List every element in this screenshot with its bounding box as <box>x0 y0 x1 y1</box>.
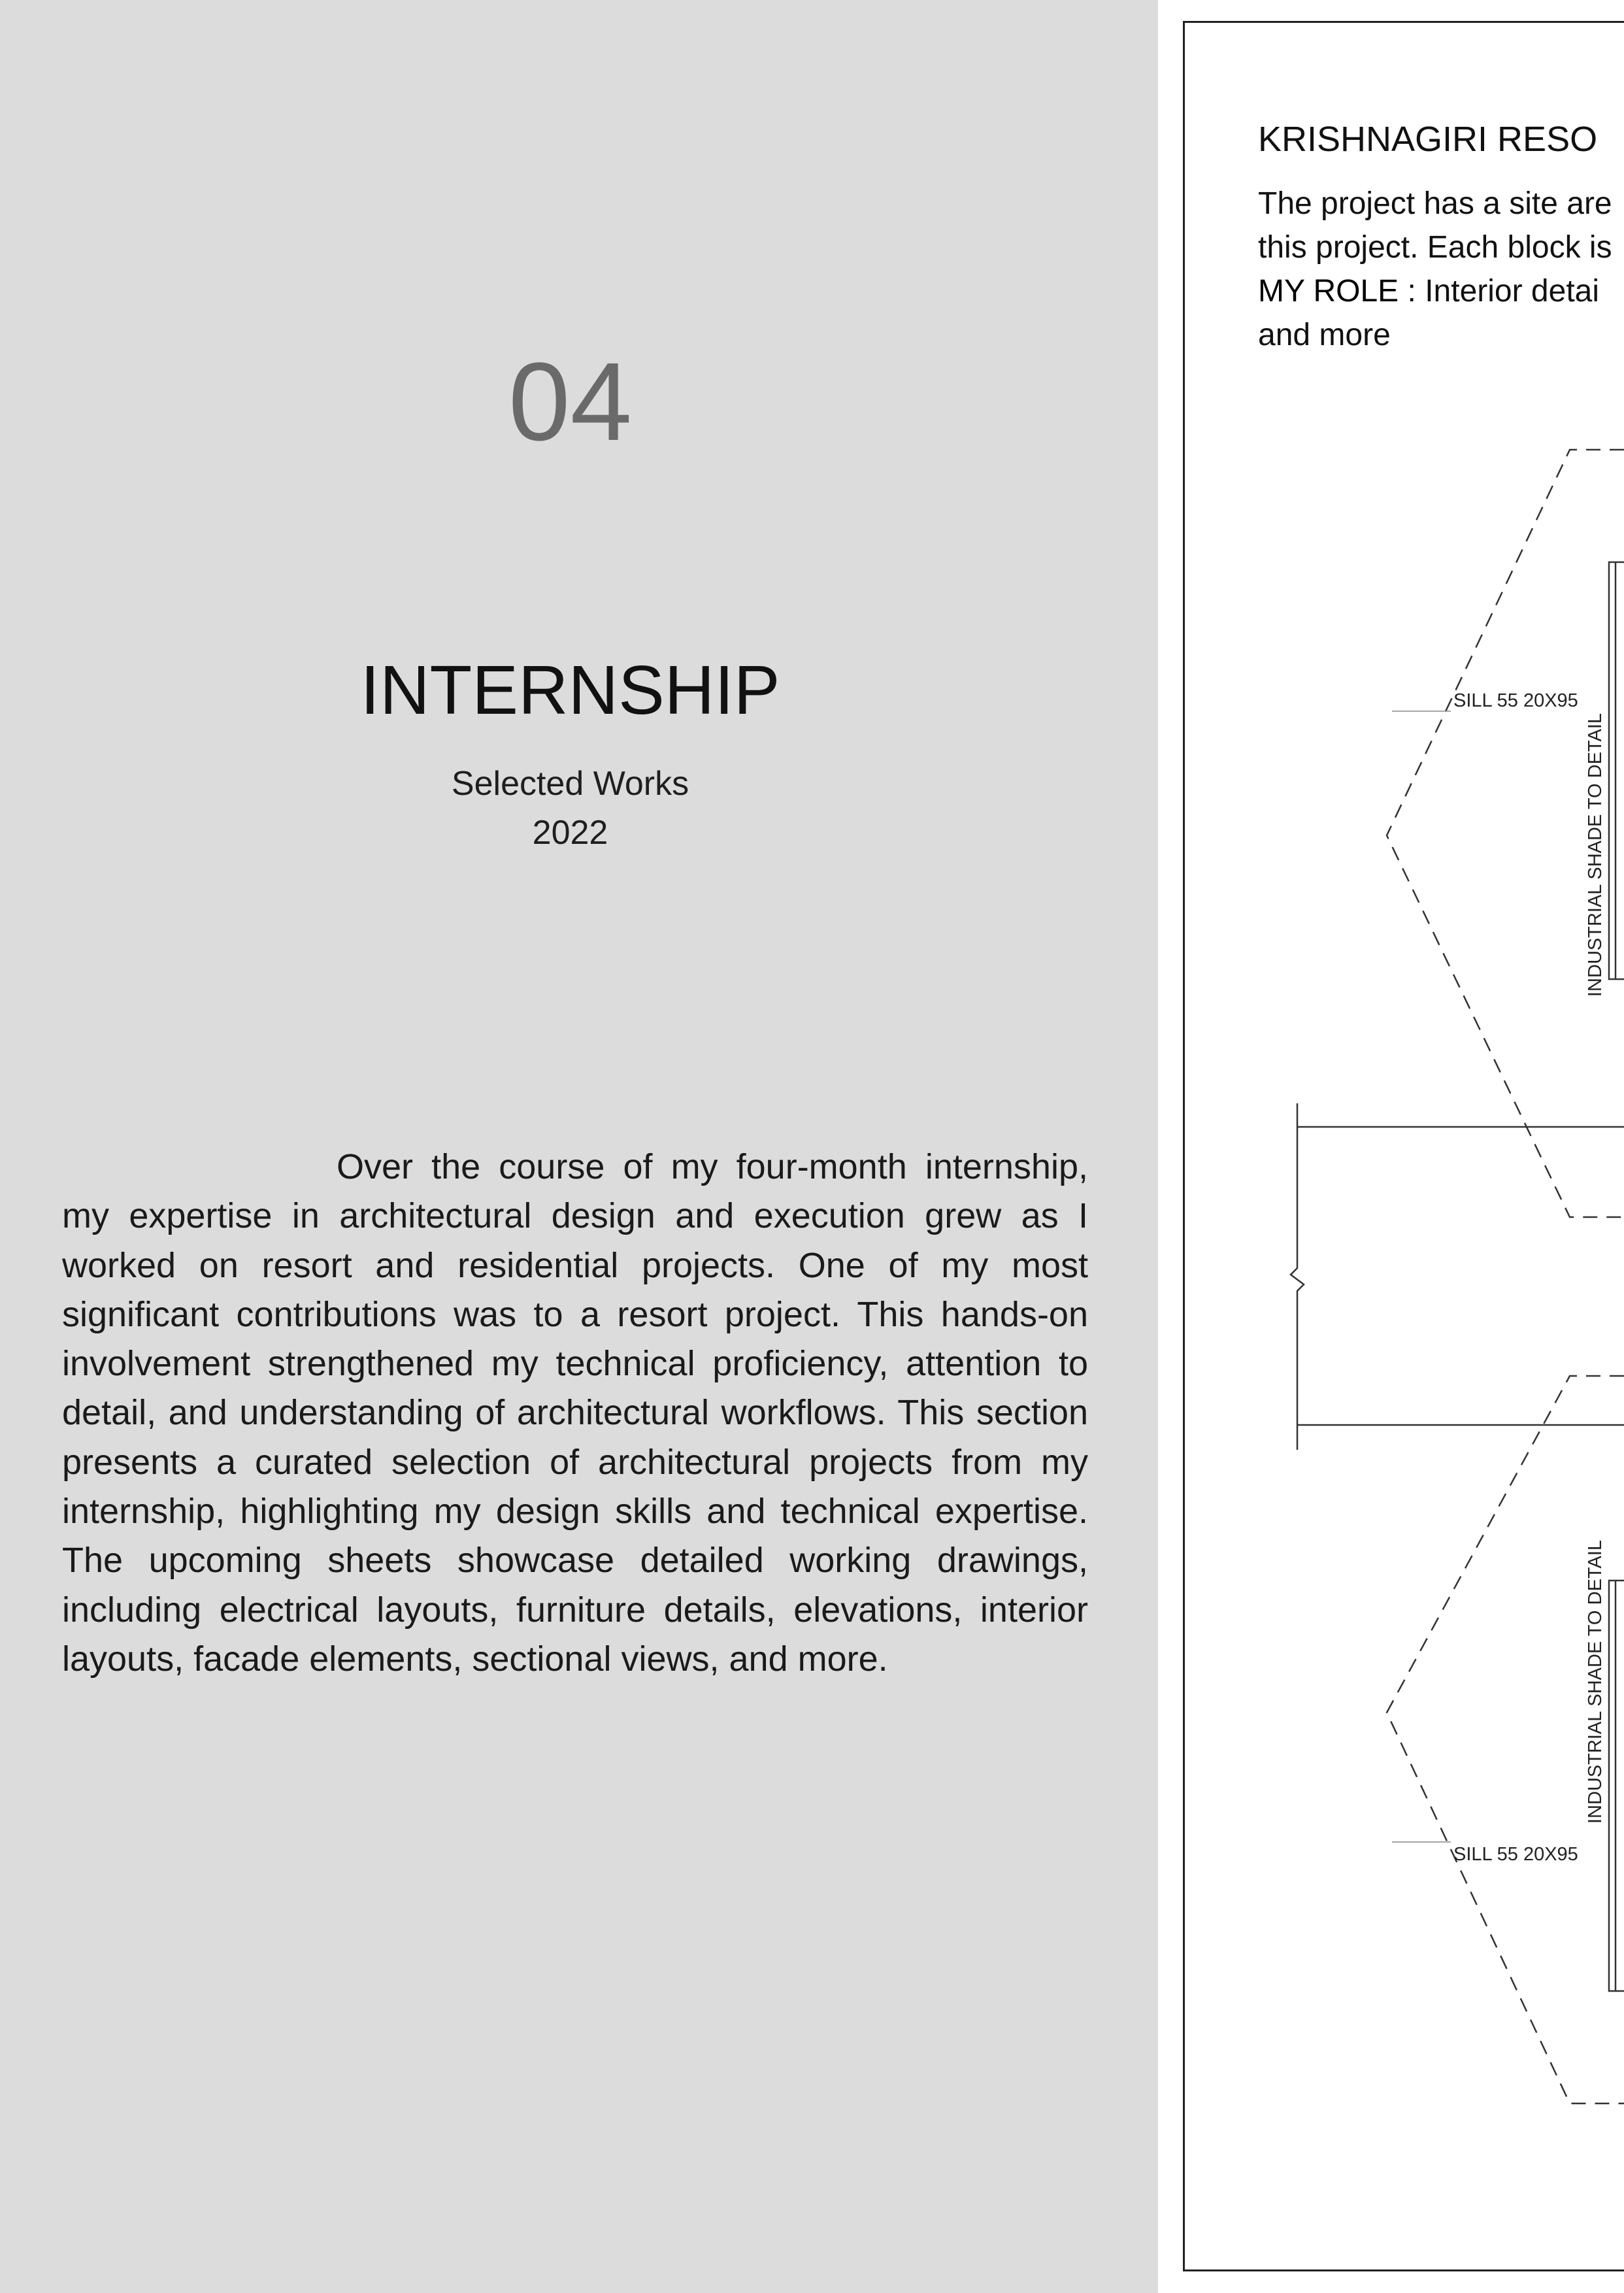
project-description-line: this project. Each block is <box>1258 230 1612 265</box>
role-label: MY ROLE : <box>1258 274 1416 309</box>
project-title: KRISHNAGIRI RESO <box>1258 120 1598 159</box>
architectural-drawing <box>1158 0 1624 2293</box>
window-frame-bottom <box>1609 1581 1624 1991</box>
section-subtitle: Selected Works <box>451 765 689 803</box>
section-title: INTERNSHIP <box>360 652 780 729</box>
window-label: SILL 55 20X95 <box>1453 690 1578 711</box>
window-label: SILL 55 20X95 <box>1453 1844 1578 1865</box>
project-description-line: The project has a site are <box>1258 186 1612 221</box>
section-year: 2022 <box>532 814 608 852</box>
project-description-line: and more <box>1258 318 1391 352</box>
break-line <box>1291 1103 1304 1450</box>
intro-paragraph: Over the course of my four-month internship, my expertise in architectural design and execution grew as I worked on resort and residential projects. One of my most significant contributions was to a resort project. This hands-on involvement strengthened my technical proficiency, attention to detail, and understanding of architectural workflows. This section presents a curated selection of architectural projects from my internship, highlighting my design skills and technical expertise. The upcoming sheets showcase detailed working drawings, including electrical layouts, furniture details, elevations, interior layouts, facade elements, sectional views, and more. <box>62 1147 1088 1679</box>
shade-label: INDUSTRIAL SHADE TO DETAIL <box>1585 712 1606 997</box>
role-text: Interior detai <box>1416 274 1600 309</box>
section-number: 04 <box>508 340 633 464</box>
shade-label: INDUSTRIAL SHADE TO DETAIL <box>1585 1539 1606 1824</box>
window-frame-top <box>1609 562 1624 979</box>
